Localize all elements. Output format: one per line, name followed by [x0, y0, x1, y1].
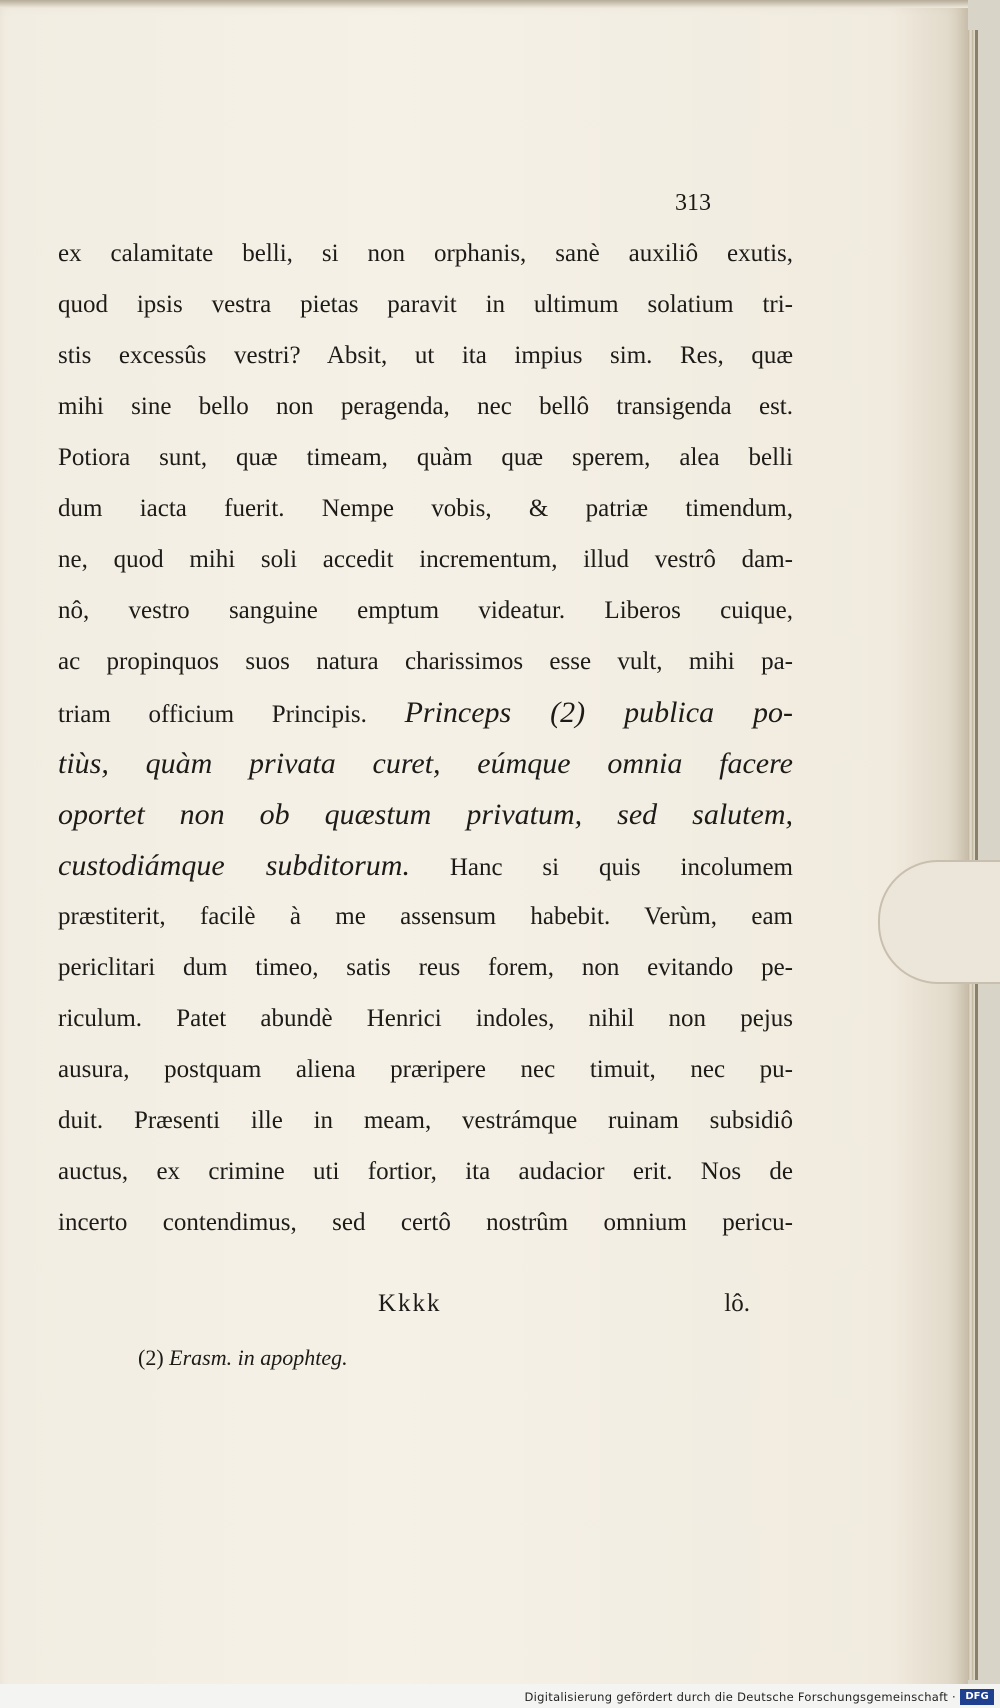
text-line — [58, 738, 793, 789]
thumb-index-cutout — [878, 860, 1000, 984]
signature-mark: Kkkk — [378, 1290, 442, 1317]
footnote-text: Erasm. in apophteg. — [169, 1345, 348, 1370]
text-line — [58, 636, 793, 687]
text-line — [58, 1146, 793, 1197]
page-top-shadow — [0, 0, 968, 8]
footnote-mark: (2) — [138, 1345, 164, 1370]
text-line — [58, 687, 793, 738]
body-text — [58, 228, 793, 1248]
line-text: nô, vestro sanguine emptum videatur. Liberos cuique, — [58, 597, 793, 624]
italic-quote: tiùs, quàm privata curet, eúmque omnia facere — [58, 747, 793, 780]
digitization-credit-bar — [0, 1684, 1000, 1708]
text-line — [58, 279, 793, 330]
line-text: Hanc si quis incolumem — [409, 854, 793, 881]
footnote — [138, 1345, 348, 1371]
line-text: stis excessûs vestri? Absit, ut ita impius sim. Res, quæ — [58, 342, 793, 369]
text-line — [58, 891, 793, 942]
italic-quote: Princeps (2) publica po- — [404, 696, 793, 729]
italic-quote: oportet non ob quæstum privatum, sed salutem, — [58, 798, 793, 831]
text-line — [58, 228, 793, 279]
line-text: mihi sine bello non peragenda, nec bellô transigenda est. — [58, 393, 793, 420]
text-line — [58, 483, 793, 534]
line-text: duit. Præsenti ille in meam, vestrámque ruinam subsidiô — [58, 1107, 793, 1134]
line-text: riculum. Patet abundè Henrici indoles, nihil non pejus — [58, 1005, 793, 1032]
catchword: lô. — [724, 1290, 750, 1317]
line-text: ausura, postquam aliena præripere nec timuit, nec pu- — [58, 1056, 793, 1083]
page-number: 313 — [675, 190, 711, 216]
line-text: quod ipsis vestra pietas paravit in ultimum solatium tri- — [58, 291, 793, 318]
text-line — [58, 1044, 793, 1095]
text-line — [58, 993, 793, 1044]
text-line — [58, 1197, 793, 1248]
text-line — [58, 534, 793, 585]
line-text: præstiterit, facilè à me assensum habebit. Verùm, eam — [58, 903, 793, 930]
italic-quote: custodiámque subditorum. — [58, 849, 410, 882]
line-text: ne, quod mihi soli accedit incrementum, illud vestrô dam- — [58, 546, 793, 573]
line-text: periclitari dum timeo, satis reus forem, non evitando pe- — [58, 954, 793, 981]
dfg-logo-icon: DFG — [960, 1689, 994, 1705]
text-line — [58, 789, 793, 840]
credit-text: Digitalisierung gefördert durch die Deutsche Forschungsgemeinschaft · — [524, 1690, 956, 1704]
text-line — [58, 840, 793, 891]
text-line — [58, 330, 793, 381]
text-line — [58, 1095, 793, 1146]
line-text: dum iacta fuerit. Nempe vobis, & patriæ timendum, — [58, 495, 793, 522]
line-text: auctus, ex crimine uti fortior, ita audacior erit. Nos de — [58, 1158, 793, 1185]
line-text: triam officium Principis. — [58, 701, 405, 728]
line-text: ac propinquos suos natura charissimos esse vult, mihi pa- — [58, 648, 793, 675]
line-text: incerto contendimus, sed certô nostrûm omnium pericu- — [58, 1209, 793, 1236]
text-line — [58, 942, 793, 993]
text-line — [58, 381, 793, 432]
line-text: ex calamitate belli, si non orphanis, sanè auxiliô exutis, — [58, 240, 793, 267]
signature-row — [58, 1290, 758, 1330]
line-text: Potiora sunt, quæ timeam, quàm quæ sperem, alea belli — [58, 444, 793, 471]
text-line — [58, 432, 793, 483]
text-line — [58, 585, 793, 636]
